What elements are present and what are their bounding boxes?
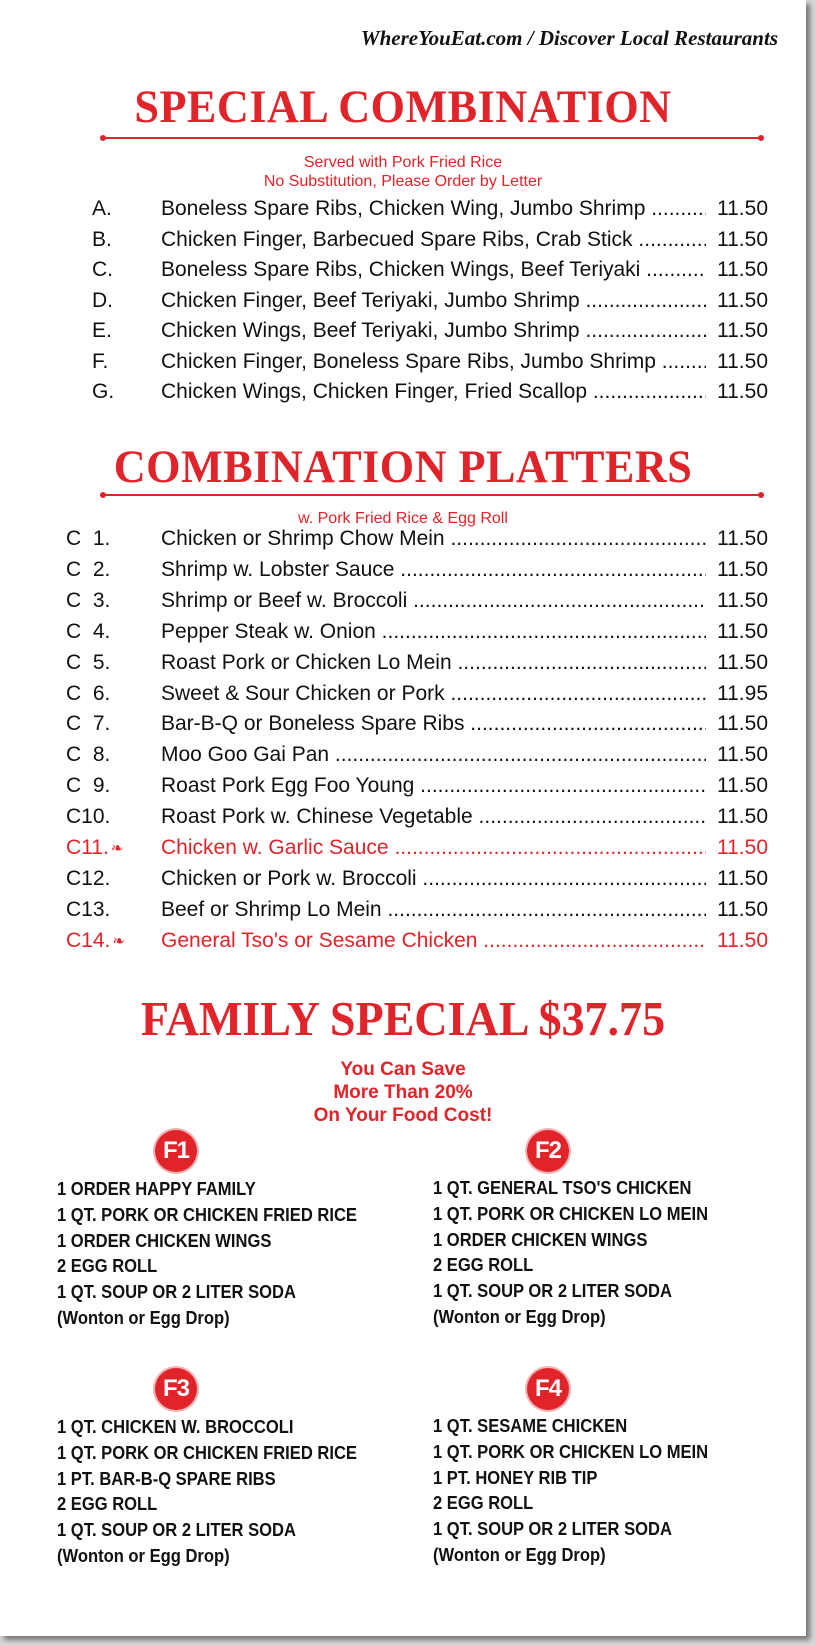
package-line: (Wonton or Egg Drop) [433, 1306, 606, 1327]
family-package-f2 [433, 1176, 708, 1331]
menu-item-code [66, 712, 110, 736]
menu-item-price: 11.50 [717, 349, 768, 373]
family-badge-f1: F1 [155, 1130, 197, 1172]
menu-item-row [0, 898, 806, 929]
savings-note: You Can Save [340, 1059, 466, 1080]
family-package-f4 [433, 1414, 708, 1569]
package-line: 1 QT. PORK OR CHICKEN LO MEIN [433, 1441, 709, 1462]
menu-item-code [66, 651, 110, 675]
menu-item-name: Roast Pork w. Chinese Vegetable ..... [161, 805, 706, 829]
combination-platters-title: COMBINATION PLATTERS [113, 441, 693, 493]
menu-item-row [0, 558, 806, 589]
menu-item-name: Chicken or Pork w. Broccoli ..... [161, 867, 706, 891]
menu-item-code [66, 620, 110, 644]
package-line: 1 QT. SESAME CHICKEN [433, 1416, 628, 1436]
chili-pepper-icon: ❧ [112, 933, 125, 951]
menu-item-row [0, 589, 806, 620]
menu-item-code [66, 929, 125, 953]
combination-platters-subtitle: w. Pork Fried Rice & Egg Roll [298, 510, 508, 527]
menu-item-name: Chicken Wings, Beef Teriyaki, Jumbo Shrimp ..... [161, 319, 706, 343]
title-divider [103, 137, 761, 139]
menu-item-name: Shrimp w. Lobster Sauce ..... [161, 558, 706, 582]
package-line: (Wonton or Egg Drop) [433, 1544, 606, 1565]
menu-item-row [0, 774, 806, 805]
package-line: (Wonton or Egg Drop) [57, 1545, 230, 1566]
menu-item-code [66, 743, 110, 767]
menu-item-code-text: C13. [66, 897, 111, 921]
menu-item-row [0, 682, 806, 713]
menu-item-price: 11.50 [717, 319, 768, 342]
menu-item-code [66, 558, 110, 582]
menu-item-code-text: C 6. [66, 681, 111, 705]
menu-item-row [0, 319, 806, 350]
package-line: 1 QT. CHICKEN W. BROCCOLI [57, 1417, 294, 1437]
source-caption: WhereYouEat.com / Discover Local Restaurants [360, 26, 778, 50]
menu-item-price: 11.50 [717, 712, 768, 736]
menu-item-code-text: C 2. [66, 557, 111, 581]
package-line: 1 PT. HONEY RIB TIP [433, 1467, 598, 1488]
menu-item-code [92, 228, 112, 252]
package-line: 1 QT. SOUP OR 2 LITER SODA [433, 1519, 672, 1540]
menu-item-price: 11.50 [717, 557, 768, 581]
chili-pepper-icon: ❧ [110, 840, 124, 858]
package-line: 2 EGG ROLL [433, 1493, 534, 1514]
menu-item-code-text: C. [92, 258, 113, 281]
menu-item-price: 11.50 [717, 588, 768, 612]
package-line: 1 QT. PORK OR CHICKEN LO MEIN [433, 1203, 709, 1224]
menu-item-name: Chicken Finger, Boneless Spare Ribs, Jumbo Shrimp ..... [161, 350, 706, 374]
menu-item-row [0, 867, 806, 898]
family-badge-f3: F3 [155, 1368, 197, 1410]
family-package-f3 [57, 1415, 357, 1570]
menu-item-code [66, 774, 110, 798]
menu-item-price: 11.50 [717, 897, 768, 921]
menu-item-code [92, 380, 114, 404]
package-line: 1 QT. GENERAL TSO'S CHICKEN [433, 1178, 692, 1198]
menu-item-name: Moo Goo Gai Pan ..... [161, 743, 706, 767]
menu-item-row [0, 836, 806, 867]
menu-item-name: General Tso's or Sesame Chicken ..... [161, 929, 706, 953]
savings-note: On Your Food Cost! [313, 1105, 493, 1126]
menu-item-code-text: C 3. [66, 588, 111, 612]
menu-item-code [92, 258, 113, 282]
menu-item-name: Roast Pork Egg Foo Young ..... [161, 774, 706, 798]
menu-item-code-text: F. [92, 349, 109, 373]
menu-item-code-text: C 5. [66, 650, 111, 674]
menu-item-price: 11.50 [717, 774, 768, 798]
menu-item-code [66, 836, 123, 860]
menu-item-row [0, 620, 806, 651]
menu-item-code-text: C12. [66, 866, 111, 890]
menu-item-price: 11.50 [717, 258, 768, 281]
menu-item-code-text: C 8. [66, 743, 111, 767]
menu-item-row [0, 929, 806, 960]
menu-item-price: 11.50 [717, 380, 768, 403]
menu-item-code-text: E. [92, 319, 112, 342]
menu-item-name: Chicken or Shrimp Chow Mein ..... [161, 527, 706, 551]
menu-item-name: Chicken Wings, Chicken Finger, Fried Scallop ..... [161, 380, 706, 404]
special-combination-subtitle: No Substitution, Please Order by Letter [263, 173, 543, 190]
menu-item-row [0, 289, 806, 320]
menu-item-name: Pepper Steak w. Onion ..... [161, 620, 706, 644]
menu-item-name: Chicken w. Garlic Sauce ..... [161, 836, 706, 860]
menu-item-code [66, 898, 110, 922]
menu-item-code-text: G. [92, 380, 115, 403]
menu-item-code [92, 197, 112, 221]
menu-item-row [0, 197, 806, 228]
package-line: 2 EGG ROLL [57, 1256, 158, 1277]
menu-item-row [0, 527, 806, 558]
family-package-f1 [57, 1177, 357, 1332]
title-divider [103, 494, 761, 496]
menu-item-price: 11.50 [717, 619, 768, 643]
package-line: 2 EGG ROLL [57, 1494, 158, 1515]
menu-item-code-text: C11. [66, 836, 109, 859]
menu-item-code-text: C 9. [66, 774, 111, 798]
menu-item-row [0, 350, 806, 381]
menu-item-row [0, 380, 806, 411]
menu-item-name: Beef or Shrimp Lo Mein ..... [161, 898, 706, 922]
menu-item-name: Sweet & Sour Chicken or Pork ..... [161, 682, 706, 706]
menu-item-code-text: D. [92, 288, 113, 312]
menu-item-price: 11.50 [717, 197, 768, 220]
package-line: (Wonton or Egg Drop) [57, 1307, 230, 1328]
menu-item-row [0, 712, 806, 743]
menu-item-name: Shrimp or Beef w. Broccoli ..... [161, 589, 706, 613]
menu-item-price: 11.50 [717, 527, 768, 550]
menu-item-row [0, 743, 806, 774]
menu-item-code [66, 867, 110, 891]
menu-item-name: Chicken Finger, Beef Teriyaki, Jumbo Shrimp ..... [161, 289, 706, 313]
family-badge-f2: F2 [527, 1130, 569, 1172]
menu-item-code [66, 527, 110, 551]
menu-item-row [0, 228, 806, 259]
menu-item-price: 11.50 [717, 928, 768, 952]
menu-item-code-text: C 1. [66, 527, 111, 550]
menu-item-name: Boneless Spare Ribs, Chicken Wing, Jumbo Shrimp ..... [161, 197, 706, 221]
package-line: 1 ORDER CHICKEN WINGS [433, 1229, 648, 1250]
menu-item-code-text: C 4. [66, 619, 111, 643]
package-line: 1 QT. SOUP OR 2 LITER SODA [433, 1281, 672, 1302]
menu-item-price: 11.50 [717, 805, 768, 829]
family-badge-f4: F4 [527, 1368, 569, 1410]
menu-item-price: 11.50 [717, 288, 768, 312]
menu-item-price: 11.50 [717, 866, 768, 890]
menu-item-name: Roast Pork or Chicken Lo Mein ..... [161, 651, 706, 675]
menu-item-code [92, 289, 113, 313]
menu-item-code [92, 319, 112, 343]
menu-item-row [0, 651, 806, 682]
savings-note: More Than 20% [333, 1082, 473, 1103]
menu-item-code [92, 350, 108, 374]
menu-item-price: 11.50 [717, 836, 768, 859]
menu-item-code-text: C10. [66, 805, 111, 829]
special-combination-title: SPECIAL COMBINATION [134, 81, 672, 133]
menu-item-code [66, 805, 110, 829]
menu-item-row [0, 258, 806, 289]
package-line: 1 QT. PORK OR CHICKEN FRIED RICE [57, 1442, 357, 1463]
menu-item-name: Chicken Finger, Barbecued Spare Ribs, Crab Stick ..... [161, 228, 706, 252]
family-special-title: FAMILY SPECIAL $37.75 [140, 991, 666, 1046]
package-line: 1 ORDER CHICKEN WINGS [57, 1230, 272, 1251]
package-line: 2 EGG ROLL [433, 1255, 534, 1276]
menu-item-code-text: C 7. [66, 712, 111, 736]
package-line: 1 QT. SOUP OR 2 LITER SODA [57, 1282, 296, 1303]
package-line: 1 ORDER HAPPY FAMILY [57, 1179, 256, 1199]
menu-item-row [0, 805, 806, 836]
menu-item-code-text: B. [92, 227, 112, 251]
menu-item-code-text: A. [92, 197, 112, 220]
package-line: 1 QT. SOUP OR 2 LITER SODA [57, 1520, 296, 1541]
package-line: 1 PT. BAR-B-Q SPARE RIBS [57, 1468, 276, 1489]
menu-item-code [66, 589, 110, 613]
package-line: 1 QT. PORK OR CHICKEN FRIED RICE [57, 1204, 357, 1225]
menu-item-price: 11.50 [717, 743, 768, 767]
menu-item-code [66, 682, 110, 706]
special-combination-subtitle: Served with Pork Fried Rice [303, 154, 503, 171]
menu-item-price: 11.95 [717, 681, 768, 705]
menu-item-code-text: C14. [66, 928, 111, 952]
menu-item-price: 11.50 [717, 650, 768, 674]
menu-item-name: Boneless Spare Ribs, Chicken Wings, Beef Teriyaki ..... [161, 258, 706, 282]
menu-item-price: 11.50 [717, 227, 768, 251]
menu-item-name: Bar-B-Q or Boneless Spare Ribs ..... [161, 712, 706, 736]
